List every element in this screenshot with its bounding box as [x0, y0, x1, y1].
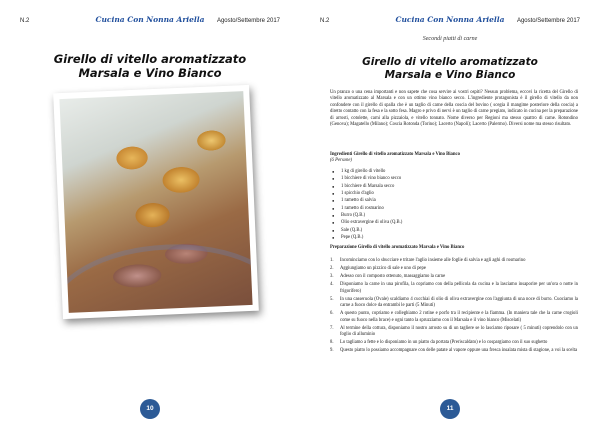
ingredient-item: ● 1 kg di girello di vitello: [330, 169, 578, 176]
servings-label: (6 Persone): [330, 158, 352, 163]
step-item: [330, 297, 578, 310]
step-text: In una casseruola (Ovale) scaldiamo 4 cucchiai di olio di oliva extravergine con l'aggiunta di una noce di burro. Cuociamo la carne a fuoco dolce da entrambi le parti (5 Minuti): [340, 296, 578, 309]
magazine-title: Cucina Con Nonna Ariella: [95, 15, 205, 24]
recipe-title-line1: Girello di vitello aromatizzato: [53, 52, 247, 66]
step-text: Aggiungiamo un pizzico di sale e uno di pepe: [340, 266, 426, 272]
step-number: 3.: [330, 274, 334, 280]
step-text: Disponiamo la carne in una pirofila, la copriamo con della pellicola da cucina e la lasciamo insaporire per un'ora o notte in frigorifero): [340, 282, 578, 294]
page-number-badge: 11: [440, 399, 460, 419]
issue-date: Agosto/Settembre 2017: [216, 18, 280, 24]
ingredients-list: [330, 169, 578, 242]
step-item: [330, 266, 578, 272]
ingredient-item: ● 1 rametto di rosmarino: [330, 206, 578, 213]
ingredient-item: ● 1 bicchiere di Marsala secco: [330, 184, 578, 191]
recipe-title-line2: Marsala e Vino Bianco: [384, 69, 516, 81]
preparation-steps: [330, 258, 578, 356]
ingredient-item: ● Sale (Q.B.): [330, 228, 578, 235]
ingredient-item: ● 1 rametto di salvia: [330, 198, 578, 205]
right-page: [300, 0, 600, 424]
issue-number: N.2: [20, 18, 30, 24]
issue-date: Agosto/Settembre 2017: [516, 18, 580, 24]
ingredient-item: ● Pepe (Q.B.): [330, 235, 578, 242]
recipe-title-line2: Marsala e Vino Bianco: [78, 66, 222, 80]
step-text: Adesso con il composto ottenuto, massaggiamo la carne: [340, 274, 446, 280]
ingredient-item: ● Burro (Q.B.): [330, 213, 578, 220]
step-text: Al termine della cottura, disponiamo il nostro arrosto su di un tagliere se lo lasciamo riposare ( 5 minuti) coprendolo con un foglio di alluminio: [340, 325, 578, 338]
section-label: Secondi piatti di carne: [422, 36, 478, 42]
step-number: 4.: [330, 282, 334, 288]
recipe-photo: [59, 91, 252, 313]
ingredients-heading: Ingredienti Girello di vitello aromatizzato Marsala e Vino Bianco: [330, 152, 460, 157]
step-number: 5.: [330, 296, 334, 302]
step-item: [330, 282, 578, 295]
intro-paragraph: Un pranzo o una cena importanti e non sapete che cosa servire ai vostri ospiti? Nessun problema, eccovi la ricetta del Girello di vitello aromatizzato al Marsala e con un ottimo vino bianco secco. L'ingrediente protagonista è il girello di vitello da non confondere con il girello di spalla che è un taglio di carne della coscia del bovino ( scegia il mangime posteriore della coscia) a diretto contatto con la fesa e la sotto fesa. Magro e privo di nervi è un taglio di carne pregiato, indicato in cucina per la preparazione di arrosti, cotolette, carni alla pizzaiola, e vitello tonnato. Nome diverso per Regioni ma stesso quattro di carne. Rotondino (Genova); Magatello (Milano); Coscia Rotonda (Torino); Lacerto (Napoli); Lacerto (Palermo). Diversi nome ma stesso risultato.: [330, 90, 578, 128]
step-item: [330, 326, 578, 339]
recipe-photo-frame: [53, 85, 259, 319]
right-header: [320, 15, 580, 29]
page-number-badge: 10: [140, 399, 160, 419]
step-item: [330, 348, 578, 354]
recipe-title: [300, 56, 600, 82]
step-text: Incominciamo con lo sbucciare e tritare l'aglio insieme alle foglie di salvia e agli aghi di rosmarino: [340, 258, 526, 263]
step-number: 6.: [330, 311, 334, 317]
left-header: [20, 15, 280, 29]
issue-number: N.2: [320, 18, 330, 24]
step-number: 9.: [330, 348, 334, 354]
ingredient-item: ● Olio extravergine di oliva (Q.B.): [330, 220, 578, 227]
step-number: 8.: [330, 340, 334, 346]
step-item: [330, 311, 578, 324]
magazine-title: Cucina Con Nonna Ariella: [395, 15, 505, 24]
step-number: 2.: [330, 266, 334, 272]
recipe-title: [0, 52, 300, 80]
recipe-title-line1: Girello di vitello aromatizzato: [362, 56, 538, 68]
step-number: 1.: [330, 258, 334, 263]
step-item: [330, 258, 578, 264]
step-text: A questo punto, copriamo e colleghiamo 2 rotine e porfo tra il recipiente e la fiamma. (In maniera tale che la carne crogioli come su fuoco nella brace) e ogni tanto la spruzziamo con il Marsala e il vino bianco (Miscelati): [340, 311, 578, 323]
step-item: [330, 274, 578, 280]
ingredient-item: ● 1 spicchio d'aglio: [330, 191, 578, 198]
step-number: 7.: [330, 325, 334, 331]
step-text: Lo tagliamo a fette e lo disponiamo in un piatto da portata (Preriscaldato) e lo cospargiamo con il suo sughetto: [340, 340, 548, 346]
ingredient-item: ● 1 bicchiere di vino bianco secco: [330, 176, 578, 183]
step-text: Questo piatto lo possiamo accompagnare con delle patate al vapore oppure una fresca insalata mista di stagione, a voi la scelta: [340, 348, 578, 354]
step-item: [330, 340, 578, 346]
preparation-heading: Preparazione Girello di vitello aromatizzato Marsala e Vino Bianco: [330, 245, 465, 250]
